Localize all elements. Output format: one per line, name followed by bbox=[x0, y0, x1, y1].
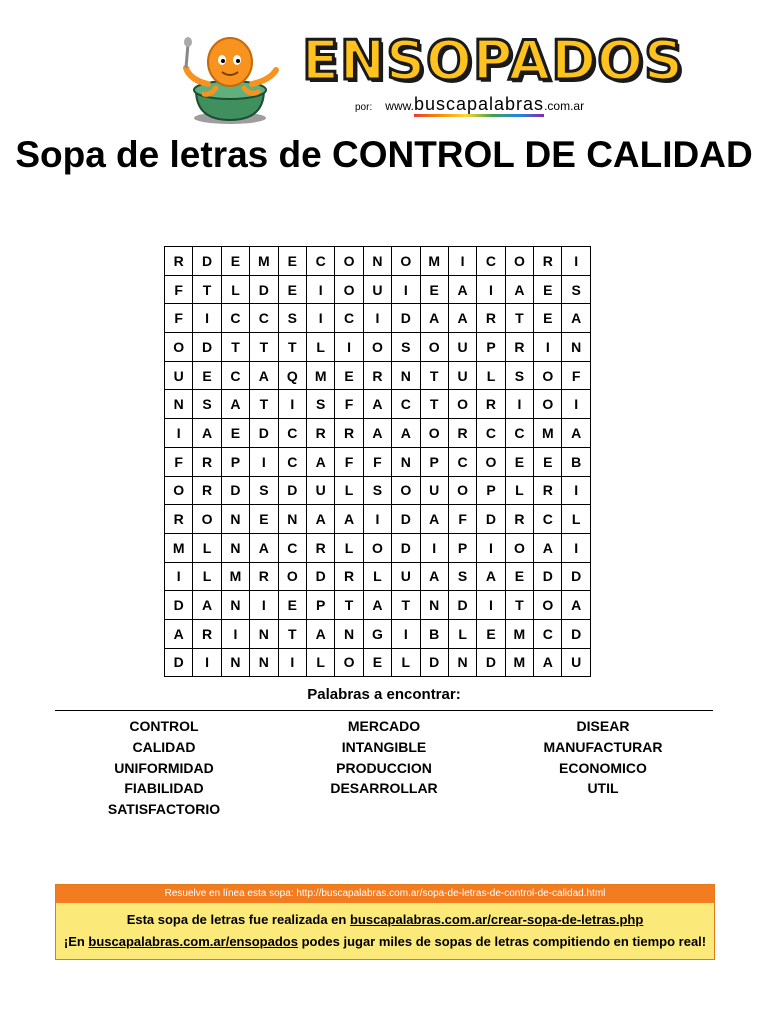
grid-cell: S bbox=[363, 476, 391, 505]
grid-cell: I bbox=[221, 619, 249, 648]
grid-cell: R bbox=[193, 476, 221, 505]
grid-cell: E bbox=[363, 648, 391, 677]
grid-cell: R bbox=[363, 361, 391, 390]
grid-cell: E bbox=[278, 247, 306, 276]
grid-cell: I bbox=[562, 476, 590, 505]
grid-row bbox=[165, 247, 591, 276]
grid-row bbox=[165, 275, 591, 304]
grid-cell: I bbox=[165, 562, 193, 591]
grid-cell: N bbox=[165, 390, 193, 419]
create-puzzle-link[interactable]: buscapalabras.com.ar/crear-sopa-de-letras.php bbox=[349, 912, 644, 927]
grid-cell: O bbox=[278, 562, 306, 591]
grid-cell: D bbox=[420, 648, 448, 677]
word-item: DESARROLLAR bbox=[330, 780, 438, 797]
grid-cell: O bbox=[420, 333, 448, 362]
grid-cell: E bbox=[278, 275, 306, 304]
grid-cell: I bbox=[193, 648, 221, 677]
grid-cell: O bbox=[392, 247, 420, 276]
grid-cell: I bbox=[278, 648, 306, 677]
grid-row bbox=[165, 591, 591, 620]
grid-cell: T bbox=[392, 591, 420, 620]
grid-cell: F bbox=[165, 447, 193, 476]
grid-cell: L bbox=[335, 476, 363, 505]
grid-cell: F bbox=[335, 447, 363, 476]
grid-cell: A bbox=[250, 533, 278, 562]
grid-cell: D bbox=[221, 476, 249, 505]
grid-cell: A bbox=[448, 275, 476, 304]
grid-cell: I bbox=[306, 304, 334, 333]
grid-cell: T bbox=[505, 304, 533, 333]
grid-cell: R bbox=[534, 247, 562, 276]
grid-cell: A bbox=[477, 562, 505, 591]
grid-row bbox=[165, 390, 591, 419]
grid-cell: P bbox=[420, 447, 448, 476]
grid-cell: A bbox=[306, 619, 334, 648]
grid-cell: O bbox=[420, 419, 448, 448]
site-domain: buscapalabras bbox=[414, 94, 544, 117]
grid-cell: L bbox=[562, 505, 590, 534]
grid-cell: I bbox=[477, 591, 505, 620]
grid-cell: T bbox=[420, 390, 448, 419]
grid-cell: C bbox=[477, 419, 505, 448]
grid-cell: T bbox=[278, 619, 306, 648]
page-title: Sopa de letras de CONTROL DE CALIDAD bbox=[15, 134, 753, 175]
grid-row bbox=[165, 476, 591, 505]
grid-cell: D bbox=[534, 562, 562, 591]
grid-cell: R bbox=[477, 304, 505, 333]
grid-cell: U bbox=[448, 333, 476, 362]
grid-cell: U bbox=[392, 562, 420, 591]
grid-cell: C bbox=[335, 304, 363, 333]
grid-cell: C bbox=[534, 619, 562, 648]
grid-cell: D bbox=[193, 247, 221, 276]
grid-cell: D bbox=[477, 505, 505, 534]
grid-cell: A bbox=[306, 447, 334, 476]
grid-cell: L bbox=[335, 533, 363, 562]
grid-cell: E bbox=[221, 247, 249, 276]
grid-cell: R bbox=[306, 533, 334, 562]
grid-cell: I bbox=[335, 333, 363, 362]
grid-cell: M bbox=[505, 648, 533, 677]
grid-cell: I bbox=[505, 390, 533, 419]
grid-cell: R bbox=[165, 247, 193, 276]
grid-cell: I bbox=[363, 505, 391, 534]
grid-cell: R bbox=[165, 505, 193, 534]
grid-cell: D bbox=[165, 591, 193, 620]
grid-cell: L bbox=[448, 619, 476, 648]
grid-cell: L bbox=[221, 275, 249, 304]
grid-cell: I bbox=[534, 333, 562, 362]
grid-cell: O bbox=[363, 333, 391, 362]
grid-cell: F bbox=[335, 390, 363, 419]
grid-cell: A bbox=[420, 562, 448, 591]
word-item: SATISFACTORIO bbox=[107, 801, 221, 818]
grid-cell: L bbox=[193, 533, 221, 562]
grid-cell: N bbox=[278, 505, 306, 534]
grid-row bbox=[165, 562, 591, 591]
grid-cell: N bbox=[448, 648, 476, 677]
grid-cell: O bbox=[335, 648, 363, 677]
grid-cell: D bbox=[392, 533, 420, 562]
grid-cell: N bbox=[250, 619, 278, 648]
grid-cell: D bbox=[562, 562, 590, 591]
grid-cell: C bbox=[448, 447, 476, 476]
grid-cell: C bbox=[221, 361, 249, 390]
grid-cell: O bbox=[534, 591, 562, 620]
grid-cell: O bbox=[335, 247, 363, 276]
grid-cell: L bbox=[306, 648, 334, 677]
grid-cell: M bbox=[221, 562, 249, 591]
word-item: MANUFACTURAR bbox=[543, 738, 663, 755]
grid-cell: U bbox=[420, 476, 448, 505]
grid-cell: I bbox=[250, 447, 278, 476]
grid-cell: D bbox=[562, 619, 590, 648]
footer-banner bbox=[55, 884, 715, 960]
grid-cell: A bbox=[363, 591, 391, 620]
grid-cell: E bbox=[420, 275, 448, 304]
word-item: CONTROL bbox=[129, 718, 199, 734]
grid-cell: O bbox=[363, 533, 391, 562]
grid-cell: O bbox=[505, 533, 533, 562]
grid-cell: N bbox=[420, 591, 448, 620]
grid-row bbox=[165, 447, 591, 476]
grid-cell: O bbox=[193, 505, 221, 534]
grid-cell: E bbox=[221, 419, 249, 448]
words-heading: Palabras a encontrar: bbox=[307, 686, 461, 703]
grid-cell: E bbox=[534, 275, 562, 304]
grid-cell: E bbox=[505, 447, 533, 476]
grid-cell: R bbox=[306, 419, 334, 448]
grid-cell: T bbox=[250, 390, 278, 419]
grid-cell: N bbox=[221, 533, 249, 562]
grid-cell: A bbox=[165, 619, 193, 648]
grid-cell: L bbox=[193, 562, 221, 591]
grid-cell: I bbox=[448, 247, 476, 276]
grid-row bbox=[165, 619, 591, 648]
word-list-column-1 bbox=[64, 716, 264, 820]
grid-cell: I bbox=[250, 591, 278, 620]
grid-cell: D bbox=[448, 591, 476, 620]
grid-cell: S bbox=[278, 304, 306, 333]
grid-cell: C bbox=[278, 447, 306, 476]
grid-row bbox=[165, 533, 591, 562]
grid-cell: S bbox=[505, 361, 533, 390]
word-list-column-2 bbox=[284, 716, 484, 799]
grid-cell: D bbox=[250, 419, 278, 448]
grid-cell: A bbox=[363, 419, 391, 448]
grid-cell: I bbox=[193, 304, 221, 333]
grid-cell: A bbox=[562, 591, 590, 620]
grid-cell: A bbox=[448, 304, 476, 333]
grid-cell: B bbox=[562, 447, 590, 476]
grid-cell: R bbox=[505, 333, 533, 362]
grid-cell: N bbox=[221, 591, 249, 620]
grid-cell: D bbox=[278, 476, 306, 505]
grid-cell: T bbox=[420, 361, 448, 390]
grid-cell: E bbox=[335, 361, 363, 390]
grid-cell: R bbox=[448, 419, 476, 448]
grid-cell: A bbox=[534, 533, 562, 562]
grid-row bbox=[165, 304, 591, 333]
grid-cell: E bbox=[534, 447, 562, 476]
grid-cell: T bbox=[335, 591, 363, 620]
word-search-grid bbox=[164, 246, 591, 677]
octopus-in-pot-icon bbox=[180, 30, 280, 125]
grid-cell: I bbox=[363, 304, 391, 333]
grid-cell: C bbox=[306, 247, 334, 276]
grid-row bbox=[165, 419, 591, 448]
grid-cell: O bbox=[165, 476, 193, 505]
grid-cell: C bbox=[534, 505, 562, 534]
grid-cell: M bbox=[306, 361, 334, 390]
word-item: UNIFORMIDAD bbox=[114, 759, 214, 776]
grid-cell: O bbox=[534, 390, 562, 419]
grid-cell: F bbox=[363, 447, 391, 476]
grid-cell: N bbox=[562, 333, 590, 362]
grid-cell: L bbox=[505, 476, 533, 505]
grid-cell: R bbox=[505, 505, 533, 534]
grid-cell: M bbox=[534, 419, 562, 448]
grid-cell: R bbox=[477, 390, 505, 419]
grid-cell: S bbox=[392, 333, 420, 362]
grid-cell: I bbox=[477, 533, 505, 562]
grid-cell: E bbox=[278, 591, 306, 620]
grid-cell: Q bbox=[278, 361, 306, 390]
grid-cell: I bbox=[420, 533, 448, 562]
grid-cell: E bbox=[477, 619, 505, 648]
grid-cell: A bbox=[335, 505, 363, 534]
grid-cell: M bbox=[250, 247, 278, 276]
grid-cell: E bbox=[250, 505, 278, 534]
brand-logo: ENSOPADOS bbox=[302, 29, 684, 92]
grid-cell: L bbox=[477, 361, 505, 390]
grid-cell: A bbox=[221, 390, 249, 419]
grid-row bbox=[165, 648, 591, 677]
word-item: MERCADO bbox=[347, 718, 421, 734]
grid-cell: F bbox=[562, 361, 590, 390]
grid-cell: I bbox=[562, 390, 590, 419]
grid-cell: I bbox=[278, 390, 306, 419]
grid-cell: A bbox=[505, 275, 533, 304]
divider bbox=[55, 710, 713, 711]
grid-cell: A bbox=[193, 419, 221, 448]
grid-cell: T bbox=[278, 333, 306, 362]
grid-cell: S bbox=[250, 476, 278, 505]
grid-cell: B bbox=[420, 619, 448, 648]
word-list-column-3 bbox=[503, 716, 703, 799]
grid-cell: O bbox=[392, 476, 420, 505]
grid-cell: N bbox=[335, 619, 363, 648]
grid-cell: C bbox=[250, 304, 278, 333]
grid-cell: I bbox=[392, 619, 420, 648]
grid-cell: S bbox=[193, 390, 221, 419]
grid-cell: A bbox=[363, 390, 391, 419]
grid-cell: T bbox=[250, 333, 278, 362]
grid-cell: N bbox=[363, 247, 391, 276]
grid-cell: C bbox=[505, 419, 533, 448]
footer-line-2 bbox=[56, 931, 714, 953]
grid-cell: I bbox=[562, 533, 590, 562]
grid-cell: P bbox=[477, 333, 505, 362]
grid-cell: I bbox=[562, 247, 590, 276]
grid-cell: N bbox=[221, 505, 249, 534]
grid-cell: C bbox=[221, 304, 249, 333]
grid-cell: U bbox=[448, 361, 476, 390]
grid-cell: T bbox=[505, 591, 533, 620]
grid-cell: F bbox=[165, 275, 193, 304]
grid-cell: D bbox=[165, 648, 193, 677]
grid-row bbox=[165, 361, 591, 390]
site-prefix: www. bbox=[385, 99, 414, 113]
grid-cell: P bbox=[221, 447, 249, 476]
grid-cell: M bbox=[505, 619, 533, 648]
grid-cell: A bbox=[534, 648, 562, 677]
grid-cell: T bbox=[221, 333, 249, 362]
grid-cell: M bbox=[420, 247, 448, 276]
grid-cell: R bbox=[250, 562, 278, 591]
grid-row bbox=[165, 505, 591, 534]
grid-cell: C bbox=[278, 419, 306, 448]
grid-cell: C bbox=[392, 390, 420, 419]
grid-cell: U bbox=[363, 275, 391, 304]
grid-cell: R bbox=[335, 419, 363, 448]
grid-cell: N bbox=[392, 361, 420, 390]
grid-cell: A bbox=[562, 304, 590, 333]
grid-cell: E bbox=[534, 304, 562, 333]
grid-cell: P bbox=[448, 533, 476, 562]
grid-cell: O bbox=[448, 476, 476, 505]
by-label: por: bbox=[355, 102, 373, 113]
grid-cell: A bbox=[250, 361, 278, 390]
grid-cell: D bbox=[306, 562, 334, 591]
grid-cell: E bbox=[505, 562, 533, 591]
grid-cell: P bbox=[477, 476, 505, 505]
footer-line-1 bbox=[56, 909, 714, 931]
grid-cell: A bbox=[420, 304, 448, 333]
grid-cell: R bbox=[335, 562, 363, 591]
grid-cell: A bbox=[306, 505, 334, 534]
grid-cell: D bbox=[392, 304, 420, 333]
grid-cell: O bbox=[505, 247, 533, 276]
grid-cell: L bbox=[392, 648, 420, 677]
word-item: PRODUCCION bbox=[336, 759, 432, 776]
grid-cell: D bbox=[477, 648, 505, 677]
header bbox=[0, 0, 768, 128]
grid-cell: A bbox=[420, 505, 448, 534]
word-item: ECONOMICO bbox=[559, 759, 647, 776]
grid-cell: G bbox=[363, 619, 391, 648]
grid-cell: C bbox=[477, 247, 505, 276]
grid-cell: I bbox=[165, 419, 193, 448]
grid-cell: O bbox=[335, 275, 363, 304]
word-item: DISEAR bbox=[576, 718, 630, 734]
grid-cell: F bbox=[448, 505, 476, 534]
grid-cell: O bbox=[448, 390, 476, 419]
grid-cell: O bbox=[165, 333, 193, 362]
grid-cell: A bbox=[392, 419, 420, 448]
footer-line-1-text: Esta sopa de letras fue realizada en bbox=[126, 912, 350, 927]
grid-cell: A bbox=[193, 591, 221, 620]
footer-line-2-prefix: ¡En bbox=[63, 934, 89, 949]
grid-cell: M bbox=[165, 533, 193, 562]
grid-cell: O bbox=[477, 447, 505, 476]
grid-cell: S bbox=[562, 275, 590, 304]
grid-cell: I bbox=[306, 275, 334, 304]
grid-cell: O bbox=[534, 361, 562, 390]
word-item: FIABILIDAD bbox=[124, 780, 204, 797]
grid-cell: U bbox=[562, 648, 590, 677]
grid-cell: L bbox=[363, 562, 391, 591]
grid-cell: T bbox=[193, 275, 221, 304]
grid-cell: N bbox=[250, 648, 278, 677]
grid-cell: L bbox=[306, 333, 334, 362]
grid-cell: D bbox=[250, 275, 278, 304]
grid-cell: R bbox=[534, 476, 562, 505]
grid-cell: S bbox=[448, 562, 476, 591]
grid-cell: N bbox=[392, 447, 420, 476]
word-item: CALIDAD bbox=[132, 738, 196, 755]
word-item: UTIL bbox=[587, 780, 619, 797]
footer-line-2-suffix: podes jugar miles de sopas de letras compitiendo en tiempo real! bbox=[297, 934, 707, 949]
grid-cell: D bbox=[392, 505, 420, 534]
site-byline bbox=[355, 94, 584, 115]
ensopados-link[interactable]: buscapalabras.com.ar/ensopados bbox=[88, 934, 298, 949]
grid-cell: F bbox=[165, 304, 193, 333]
grid-row bbox=[165, 333, 591, 362]
grid-cell: D bbox=[193, 333, 221, 362]
grid-cell: I bbox=[392, 275, 420, 304]
grid-cell: U bbox=[165, 361, 193, 390]
grid-cell: R bbox=[193, 447, 221, 476]
grid-cell: E bbox=[193, 361, 221, 390]
site-tld: .com.ar bbox=[544, 99, 585, 113]
grid-cell: U bbox=[306, 476, 334, 505]
grid-cell: I bbox=[477, 275, 505, 304]
grid-cell: R bbox=[193, 619, 221, 648]
grid-cell: A bbox=[562, 419, 590, 448]
grid-cell: N bbox=[221, 648, 249, 677]
word-item: INTANGIBLE bbox=[341, 738, 427, 755]
online-solve-link[interactable]: Resuelve en línea esta sopa: http://buscapalabras.com.ar/sopa-de-letras-de-control-de-calidad.html bbox=[56, 885, 714, 903]
grid-cell: C bbox=[278, 533, 306, 562]
grid-cell: S bbox=[306, 390, 334, 419]
grid-cell: P bbox=[306, 591, 334, 620]
